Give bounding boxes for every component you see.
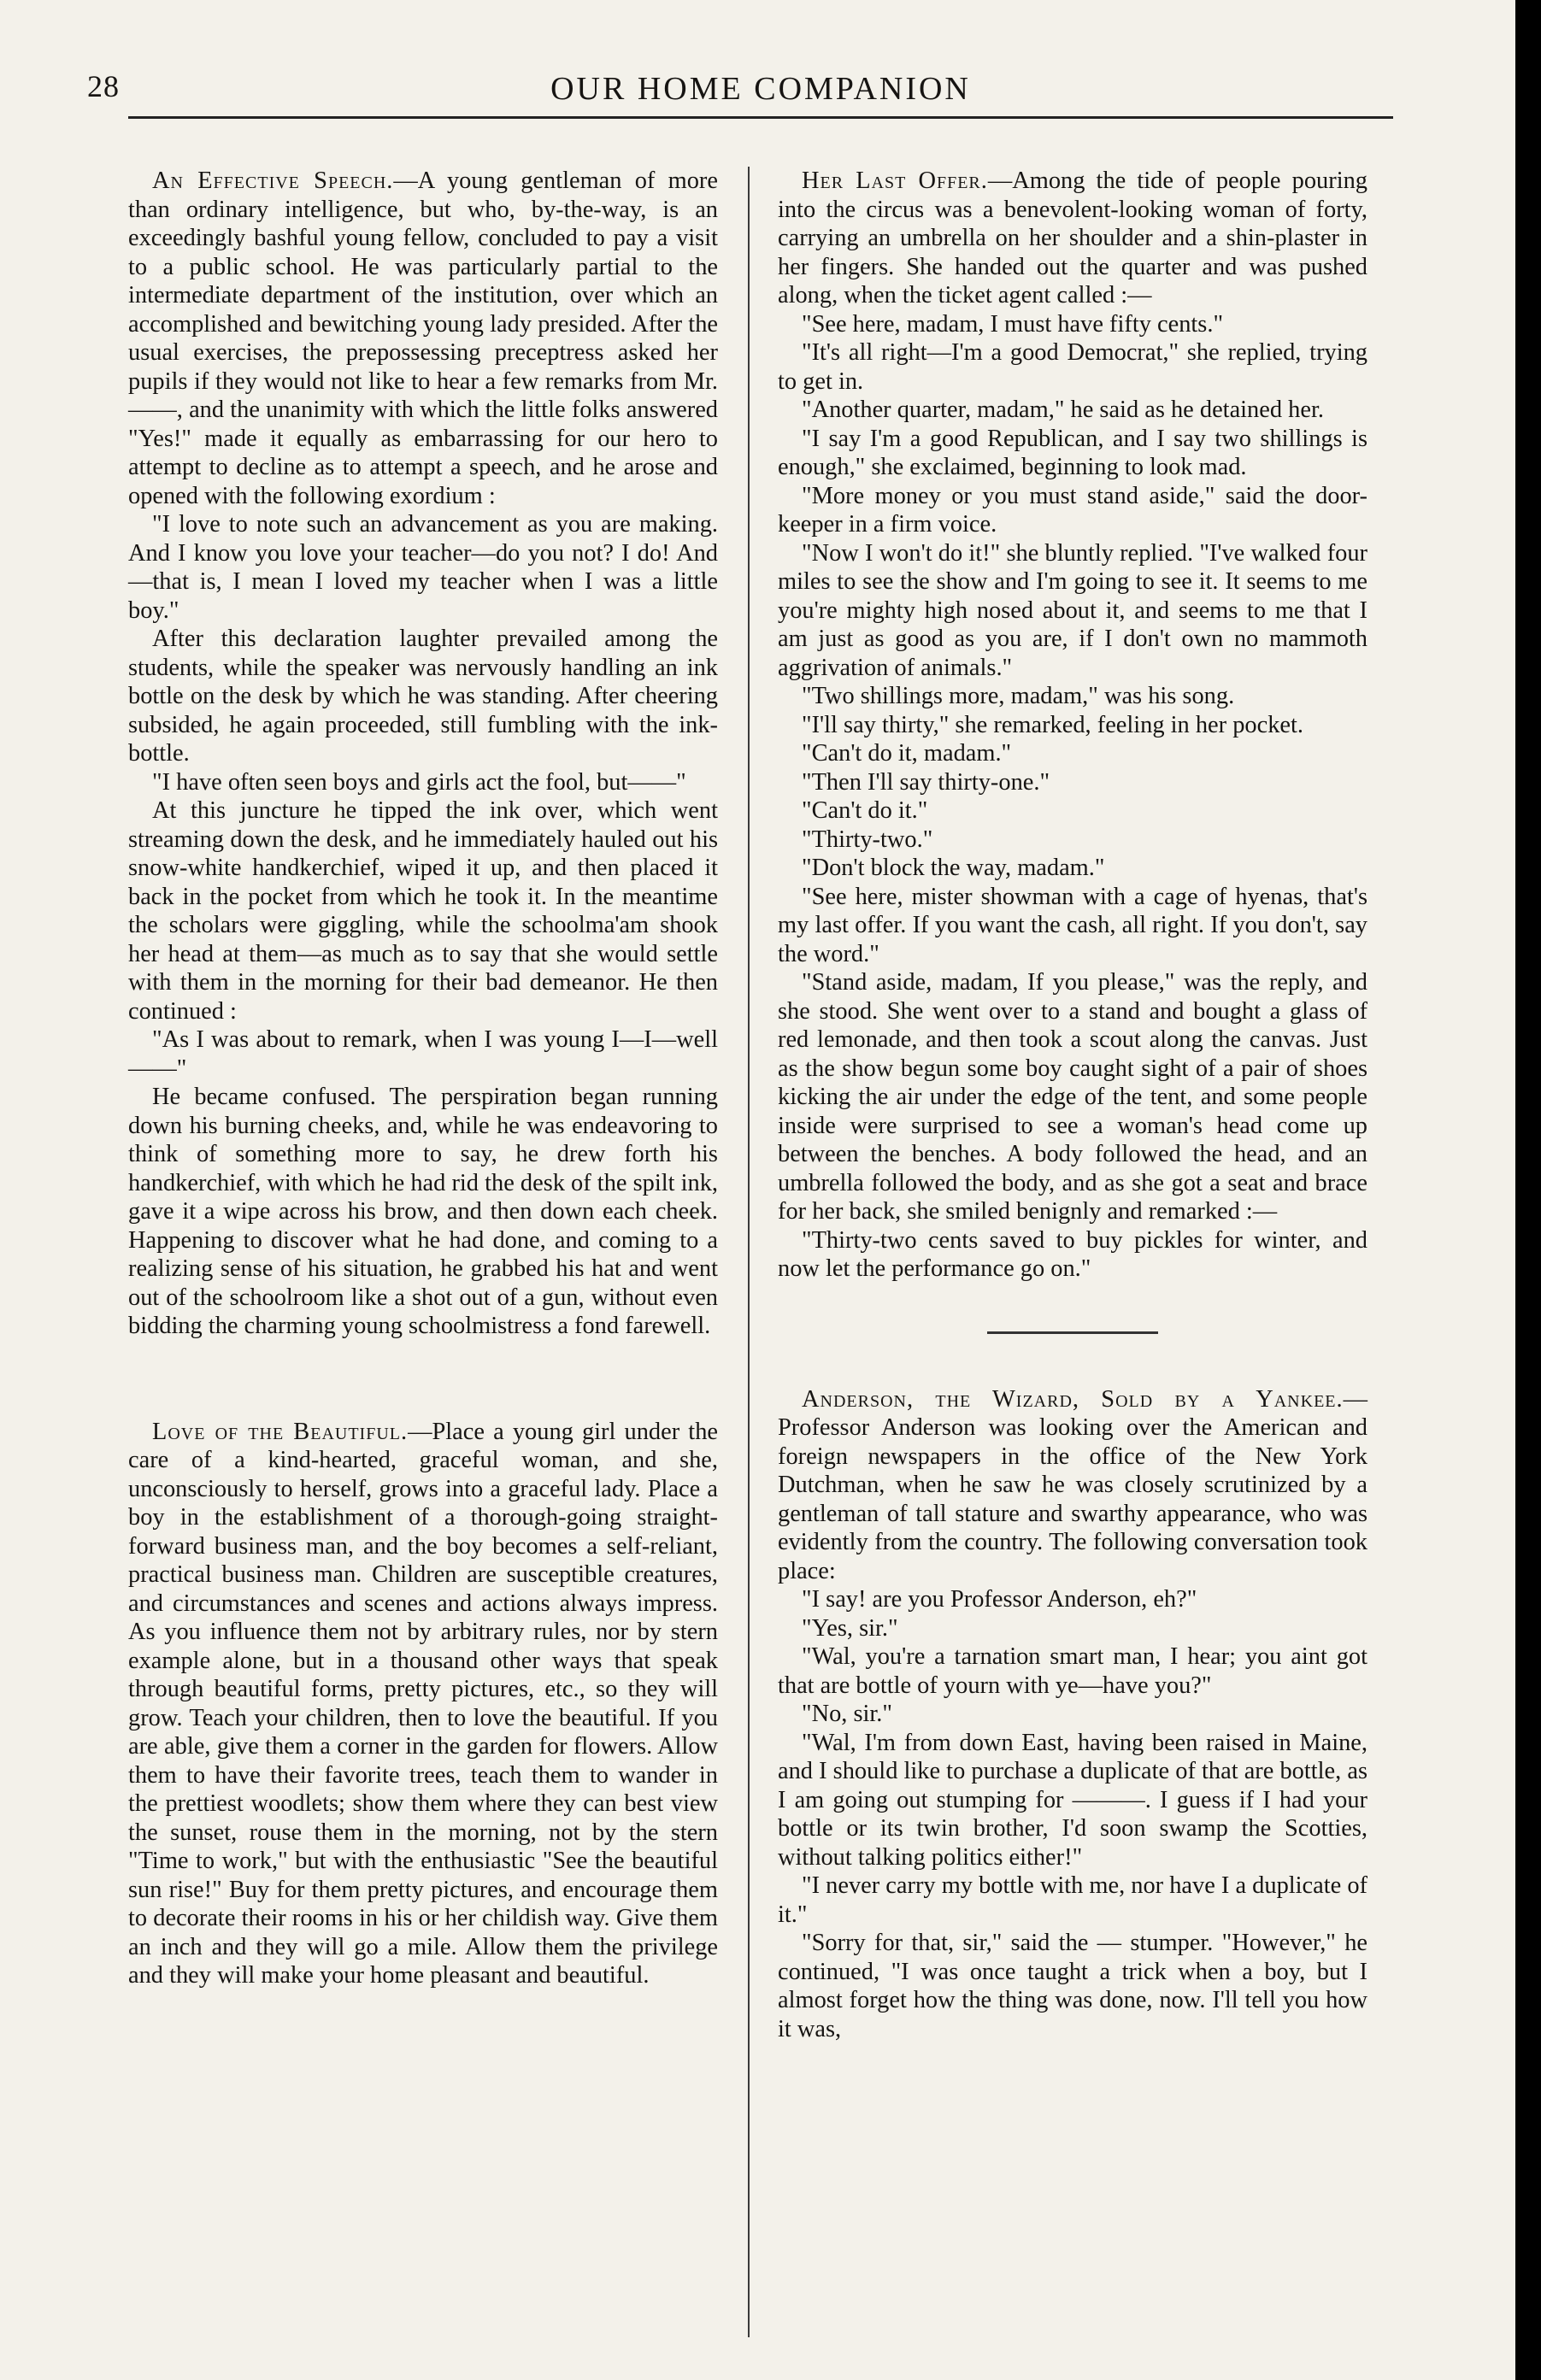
article-last-offer	[778, 167, 1367, 1284]
article-paragraph: "See here, mister showman with a cage of hyenas, that's my last offer. If you want the cash, all right. If you don't, say the word."	[778, 883, 1367, 967]
column-gap	[128, 1341, 718, 1418]
article-effective-speech	[128, 167, 718, 1341]
article-paragraph: "Then I'll say thirty-one."	[802, 768, 1050, 796]
article-paragraph: "Stand aside, madam, If you please," was the reply, and she stood. She went over to a stand and bought a glass of red lemonade, and then took a scout along the canvas. Just as the show begun some boy caught sight of a pair of shoes kicking the air under the edge of the tent, and some people inside were surprised to see a woman's head come up between the benches. A body followed the head, and an umbrella followed the body, and as she got a seat and brace for her back, she smiled benignly and remarked :—	[778, 969, 1367, 1225]
article-paragraph: "Can't do it."	[802, 797, 928, 824]
article-paragraph: "Another quarter, madam," he said as he detained her.	[802, 397, 1324, 423]
article-paragraph: "Wal, you're a tarnation smart man, I hear; you aint got that are bottle of yourn with ye—have you?"	[778, 1643, 1367, 1699]
article-paragraph: "I say I'm a good Republican, and I say two shillings is enough," she exclaimed, beginning to look mad.	[778, 425, 1367, 480]
article-paragraph: "It's all right—I'm a good Democrat," she replied, trying to get in.	[778, 339, 1367, 395]
article-paragraph: "Sorry for that, sir," said the — stumper. "However," he continued, "I was once taught a trick when a boy, but I almost forget how the thing was done, now. I'll tell you how it was,	[778, 1930, 1367, 2042]
article-paragraph: "Now I won't do it!" she bluntly replied. "I've walked four miles to see the show and I'm going to see it. It seems to me you're mighty high nosed about it, and seems to me that I am just as good as you are, if I don't own no mammoth aggrivation of animals."	[778, 539, 1367, 681]
article-paragraph: An Effective Speech.—A young gentleman of more than ordinary intelligence, but who, by-the-way, is an exceedingly bashful young fellow, concluded to pay a visit to a public school. He was particularly partial to the intermediate department of the institution, over which an accomplished and bewitching young lady presided. After the usual exercises, the prepossessing preceptress asked her pupils if they would not like to hear a few remarks from Mr.——, and the unanimity with which the little folks answered "Yes!" made it equally as embarrassing for our hero to attempt to decline as to attempt a speech, and he arose and opened with the following exordium :	[128, 167, 718, 509]
article-paragraph: At this juncture he tipped the ink over, which went streaming down the desk, and he immediately hauled out his snow-white handkerchief, wiped it up, and then placed it back in the pocket from which he took it. In the meantime the scholars were giggling, while the schoolma'am shook her head at them—as much as to say that she would settle with them in the morning for their bad demeanor. He then continued :	[128, 797, 718, 1025]
article-love-of-beautiful	[128, 1418, 718, 1990]
article-paragraph: "Yes, sir."	[802, 1614, 898, 1642]
left-column	[128, 167, 718, 1990]
article-paragraph: "I love to note such an advancement as you are making. And I know you love your teacher—do you not? I do! And—that is, I mean I loved my teacher when I was a little boy."	[128, 511, 718, 624]
article-paragraph: After this declaration laughter prevailed among the students, while the speaker was nervously handling an ink bottle on the desk by which he was standing. After cheering subsided, he again proceeded, still fumbling with the ink-bottle.	[128, 626, 718, 767]
scan-border	[1515, 0, 1541, 2380]
article-paragraph: "I say! are you Professor Anderson, eh?"	[802, 1586, 1197, 1613]
article-paragraph: "Thirty-two cents saved to buy pickles for winter, and now let the performance go on."	[778, 1226, 1367, 1282]
article-title: Love of the Beautiful.	[152, 1418, 409, 1445]
article-paragraph: "I'll say thirty," she remarked, feeling in her pocket.	[802, 711, 1303, 738]
article-paragraph: "See here, madam, I must have fifty cents."	[802, 310, 1224, 338]
article-paragraph: "As I was about to remark, when I was young I—I—well——"	[128, 1026, 718, 1082]
article-paragraph: "Two shillings more, madam," was his song.	[802, 683, 1235, 709]
column-divider	[748, 167, 750, 2337]
right-column	[778, 167, 1367, 2043]
article-anderson	[778, 1385, 1367, 2044]
article-paragraph: He became confused. The perspiration began running down his burning cheeks, and, while he was endeavoring to think of something more to say, he drew forth his handkerchief, with which he had rid the desk of the spilt ink, gave it a wipe across his brow, and then down each cheek. Happening to discover what he had done, and coming to a realizing sense of his situation, he grabbed his hat and went out of the schoolroom like a shot out of a gun, without even bidding the charming young schoolmistress a fond farewell.	[128, 1084, 718, 1339]
section-separator	[987, 1331, 1158, 1334]
article-title: Her Last Offer.	[802, 167, 988, 194]
article-title: An Effective Speech.	[152, 167, 394, 194]
page-title: OUR HOME COMPANION	[550, 71, 971, 107]
article-paragraph: "No, sir."	[802, 1701, 892, 1727]
article-title: Anderson, the Wizard, Sold by a Yankee.	[802, 1385, 1344, 1413]
article-paragraph: Anderson, the Wizard, Sold by a Yankee.—Professor Anderson was looking over the American and foreign newspapers in the office of the New York Dutchman, when he saw he was closely scrutinized by a gentleman of tall stature and swarthy appearance, who was evidently from the country. The following conversation took place:	[778, 1385, 1367, 1584]
article-paragraph: Love of the Beautiful.—Place a young girl under the care of a kind-hearted, graceful woman, and she, unconsciously to herself, grows into a graceful lady. Place a boy in the establishment of a thorough-going straight-forward business man, and the boy becomes a self-reliant, practical business man. Children are susceptible creatures, and circumstances and scenes and actions always impress. As you influence them not by arbitrary rules, nor by stern example alone, but in a thousand other ways that speak through beautiful forms, pretty pictures, etc., so they will grow. Teach your children, then to love the beautiful. If you are able, give them a corner in the garden for flowers. Allow them to have their favorite trees, teach them to wander in the prettiest woodlets; show them where they can best view the sunset, rouse them in the morning, not by the stern "Time to work," but with the enthusiastic "See the beautiful sun rise!" Buy for them pretty pictures, and encourage them to decorate their rooms in his or her childish way. Give them an inch and they will go a mile. Allow them the privilege and they will make your home pleasant and beautiful.	[128, 1418, 718, 1989]
article-paragraph: "More money or you must stand aside," said the door-keeper in a firm voice.	[778, 482, 1367, 538]
text-columns	[128, 167, 1393, 2320]
article-paragraph: "I have often seen boys and girls act the fool, but——"	[152, 768, 686, 796]
article-paragraph: Her Last Offer.—Among the tide of people pouring into the circus was a benevolent-looking woman of forty, carrying an umbrella on her shoulder and a shin-plaster in her fingers. She handed out the quarter and was pushed along, when the ticket agent called :—	[778, 167, 1367, 309]
article-paragraph: "Can't do it, madam."	[802, 740, 1012, 767]
article-paragraph: "Thirty-two."	[802, 826, 933, 853]
page-header	[87, 60, 1393, 119]
article-paragraph: "Wal, I'm from down East, having been raised in Maine, and I should like to purchase a duplicate of that are bottle, as I am going out stumping for ———. I guess if I had your bottle or its twin brother, I'd soon swamp the Scotties, without talking politics either!"	[778, 1729, 1367, 1871]
article-paragraph: "Don't block the way, madam."	[802, 855, 1105, 881]
page-number: 28	[87, 69, 120, 103]
article-paragraph: "I never carry my bottle with me, nor have I a duplicate of it."	[778, 1872, 1367, 1928]
